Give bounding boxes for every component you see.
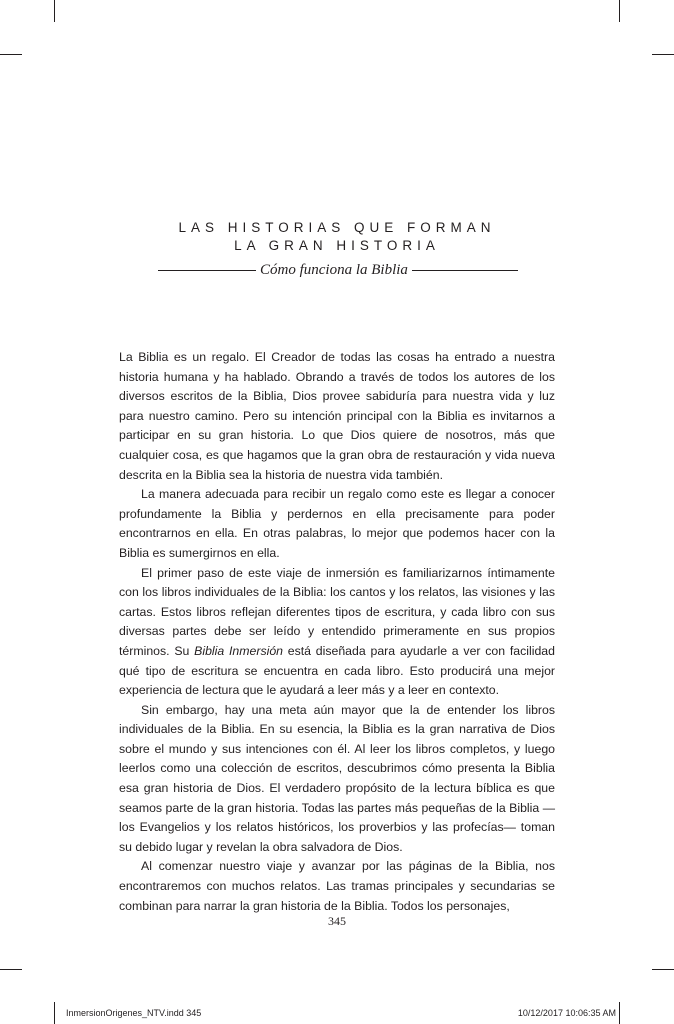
subtitle-rule-right — [412, 270, 518, 271]
paragraph-4: Sin embargo, hay una meta aún mayor que la de entender los libros individuales de la Biblia. En su esencia, la Biblia es la gran narrativa de Dios sobre el mundo y sus intenciones con él. Al leer los libros completos, y luego leerlos como una colección de escritos, descubrimos cómo presenta la Biblia esa gran historia de Dios. El verdadero propósito de la lectura bíblica es que seamos parte de la gran historia. Todas las partes más pequeñas de la Biblia —los Evangelios y los relatos históricos, los proverbios y las profecías— toman su debido lugar y revelan la obra salvadora de Dios. — [119, 702, 555, 854]
paragraph-3-emphasis: Biblia Inmersión — [194, 643, 283, 658]
page-number: 345 — [328, 914, 346, 928]
crop-mark-right-top — [652, 54, 674, 55]
subtitle-rule-left — [158, 270, 256, 271]
subtitle-text: Cómo funciona la Biblia — [260, 261, 408, 278]
crop-mark-right-bottom — [652, 969, 674, 970]
subtitle — [158, 259, 518, 281]
paragraph-2: La manera adecuada para recibir un regalo como este es llegar a conocer profundamente la Biblia y perdernos en ella precisamente para poder encontrarnos en ella. En otras palabras, lo mejor que podemos hacer con la Biblia es sumergirnos en ella. — [119, 487, 555, 560]
slug-filename: InmersionOrigenes_NTV.indd 345 — [66, 1008, 202, 1018]
paragraph-1: La Biblia es un regalo. El Creador de todas las cosas ha entrado a nuestra historia humana y ha hablado. Obrando a través de todos los autores de los diversos escritos de la Biblia, Dios provee sabiduría para nuestra vida y luz para nuestro camino. Pero su intención principal con la Biblia es invitarnos a participar en su gran historia. Lo que Dios quiere de nosotros, más que cualquier cosa, es que hagamos que la gran obra de restauración y vida nueva descrita en la Biblia sea la historia de nuestra vida también. — [119, 350, 555, 482]
heading-line-2: LA GRAN HISTORIA — [234, 238, 440, 253]
body-text — [119, 348, 555, 916]
slug-date: 10/12/2017 10:06:35 AM — [517, 1008, 616, 1018]
crop-mark-top-left — [54, 0, 55, 22]
paragraph-3-before: El primer paso de este viaje de inmersión es familiarizarnos íntimamente con los libros individuales de la Biblia: los cantos y los relatos, las visiones y las cartas. Estos libros reflejan diferentes tipos de escritura, y cada libro con sus diversas partes debe ser leído y entendido primeramente en sus propios términos. Su — [119, 565, 555, 658]
crop-mark-top-right — [619, 0, 620, 22]
paragraph-5: Al comenzar nuestro viaje y avanzar por las páginas de la Biblia, nos encontraremos con muchos relatos. Las tramas principales y secundarias se combinan para narrar la gran historia de la Biblia. Todos los personajes, — [119, 859, 555, 913]
paragraph-3 — [119, 564, 555, 701]
crop-mark-left-top — [0, 54, 22, 55]
paragraph-3-after: está diseñada para ayudarle a ver con facilidad qué tipo de escritura se encuentra en cada libro. Esto producirá una mejor experiencia de lectura que le ayudará a leer más y a leer en contexto. — [119, 643, 555, 698]
crop-mark-bottom-right — [619, 1002, 620, 1024]
heading-line-1: LAS HISTORIAS QUE FORMAN — [178, 220, 496, 235]
crop-mark-bottom-left — [54, 1002, 55, 1024]
crop-mark-left-bottom — [0, 969, 22, 970]
